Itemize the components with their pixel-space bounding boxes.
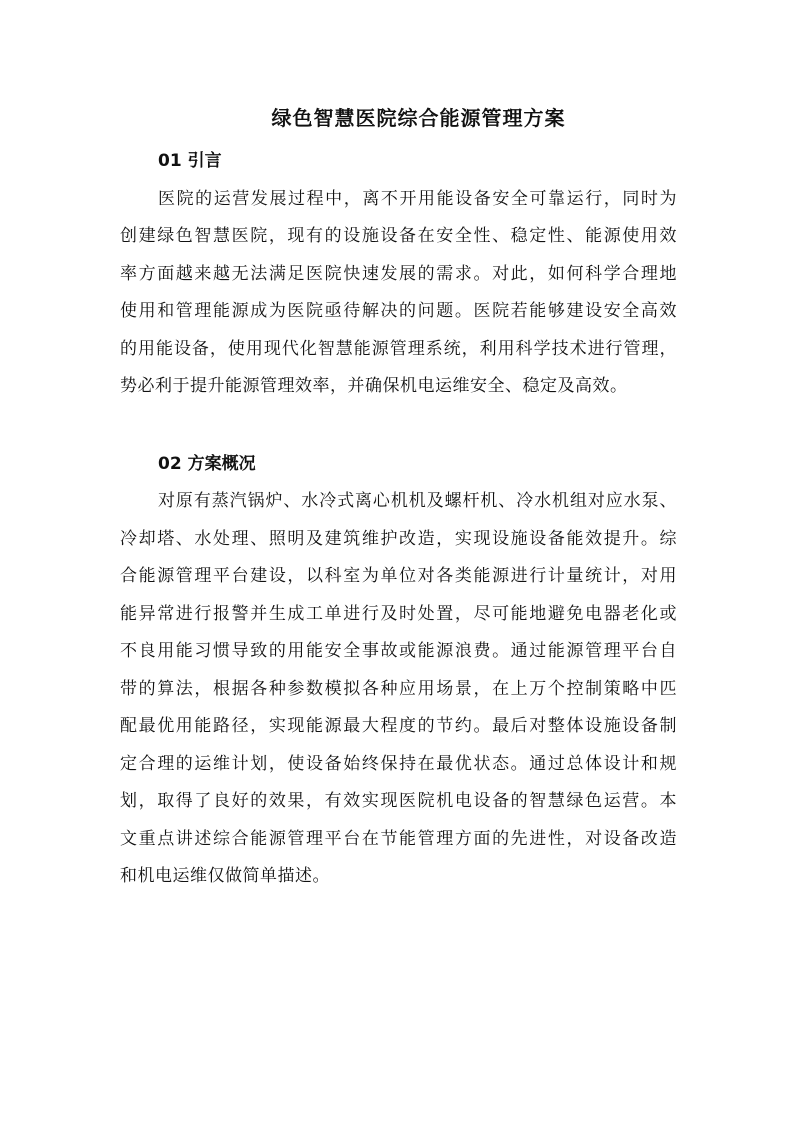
spacer bbox=[120, 136, 677, 143]
paragraph-line: 和机电运维仅做简单描述。 bbox=[120, 866, 330, 886]
paragraph bbox=[120, 181, 677, 406]
paragraph-line: 冷却塔、水处理、照明及建筑维护改造，实现设施设备能效提升。综 bbox=[120, 528, 677, 549]
paragraph-line: 对原有蒸汽锅炉、水冷式离心机机及螺杆机、冷水机组对应水泵、 bbox=[158, 491, 677, 511]
paragraph-line: 势必利于提升能源管理效率，并确保机电运维安全、稳定及高效。 bbox=[120, 376, 628, 396]
section-heading: 01 引言 bbox=[158, 151, 222, 171]
spacer bbox=[120, 406, 677, 446]
document-page bbox=[120, 100, 677, 896]
paragraph-line: 配最优用能路径，实现能源最大程度的节约。最后对整体设施设备制 bbox=[120, 716, 677, 736]
paragraph-line: 带的算法，根据各种参数模拟各种应用场景，在上万个控制策略中匹 bbox=[120, 678, 677, 699]
paragraph-line: 医院的运营发展过程中，离不开用能设备安全可靠运行，同时为 bbox=[158, 188, 677, 209]
paragraph-line: 使用和管理能源成为医院亟待解决的问题。医院若能够建设安全高效 bbox=[120, 301, 677, 321]
paragraph-line: 定合理的运维计划，使设备始终保持在最优状态。通过总体设计和规 bbox=[120, 753, 677, 774]
paragraph-line: 合能源管理平台建设，以科室为单位对各类能源进行计量统计，对用 bbox=[120, 566, 677, 586]
paragraph bbox=[120, 483, 677, 896]
paragraph-line: 创建绿色智慧医院，现有的设施设备在安全性、稳定性、能源使用效 bbox=[120, 226, 677, 246]
paragraph-line: 文重点讲述综合能源管理平台在节能管理方面的先进性，对设备改造 bbox=[120, 828, 677, 849]
section-heading: 02 方案概况 bbox=[158, 453, 256, 474]
paragraph-line: 能异常进行报警并生成工单进行及时处置，尽可能地避免电器老化或 bbox=[120, 603, 677, 624]
section-introduction bbox=[120, 143, 677, 406]
paragraph-line: 划，取得了良好的效果，有效实现医院机电设备的智慧绿色运营。本 bbox=[120, 791, 677, 811]
paragraph-line: 的用能设备，使用现代化智慧能源管理系统，利用科学技术进行管理， bbox=[120, 338, 677, 359]
section-overview bbox=[120, 446, 677, 896]
paragraph-line: 率方面越来越无法满足医院快速发展的需求。对此，如何科学合理地 bbox=[120, 263, 677, 284]
document-title: 绿色智慧医院综合能源管理方案 bbox=[271, 106, 566, 130]
paragraph-line: 不良用能习惯导致的用能安全事故或能源浪费。通过能源管理平台自 bbox=[120, 641, 677, 661]
